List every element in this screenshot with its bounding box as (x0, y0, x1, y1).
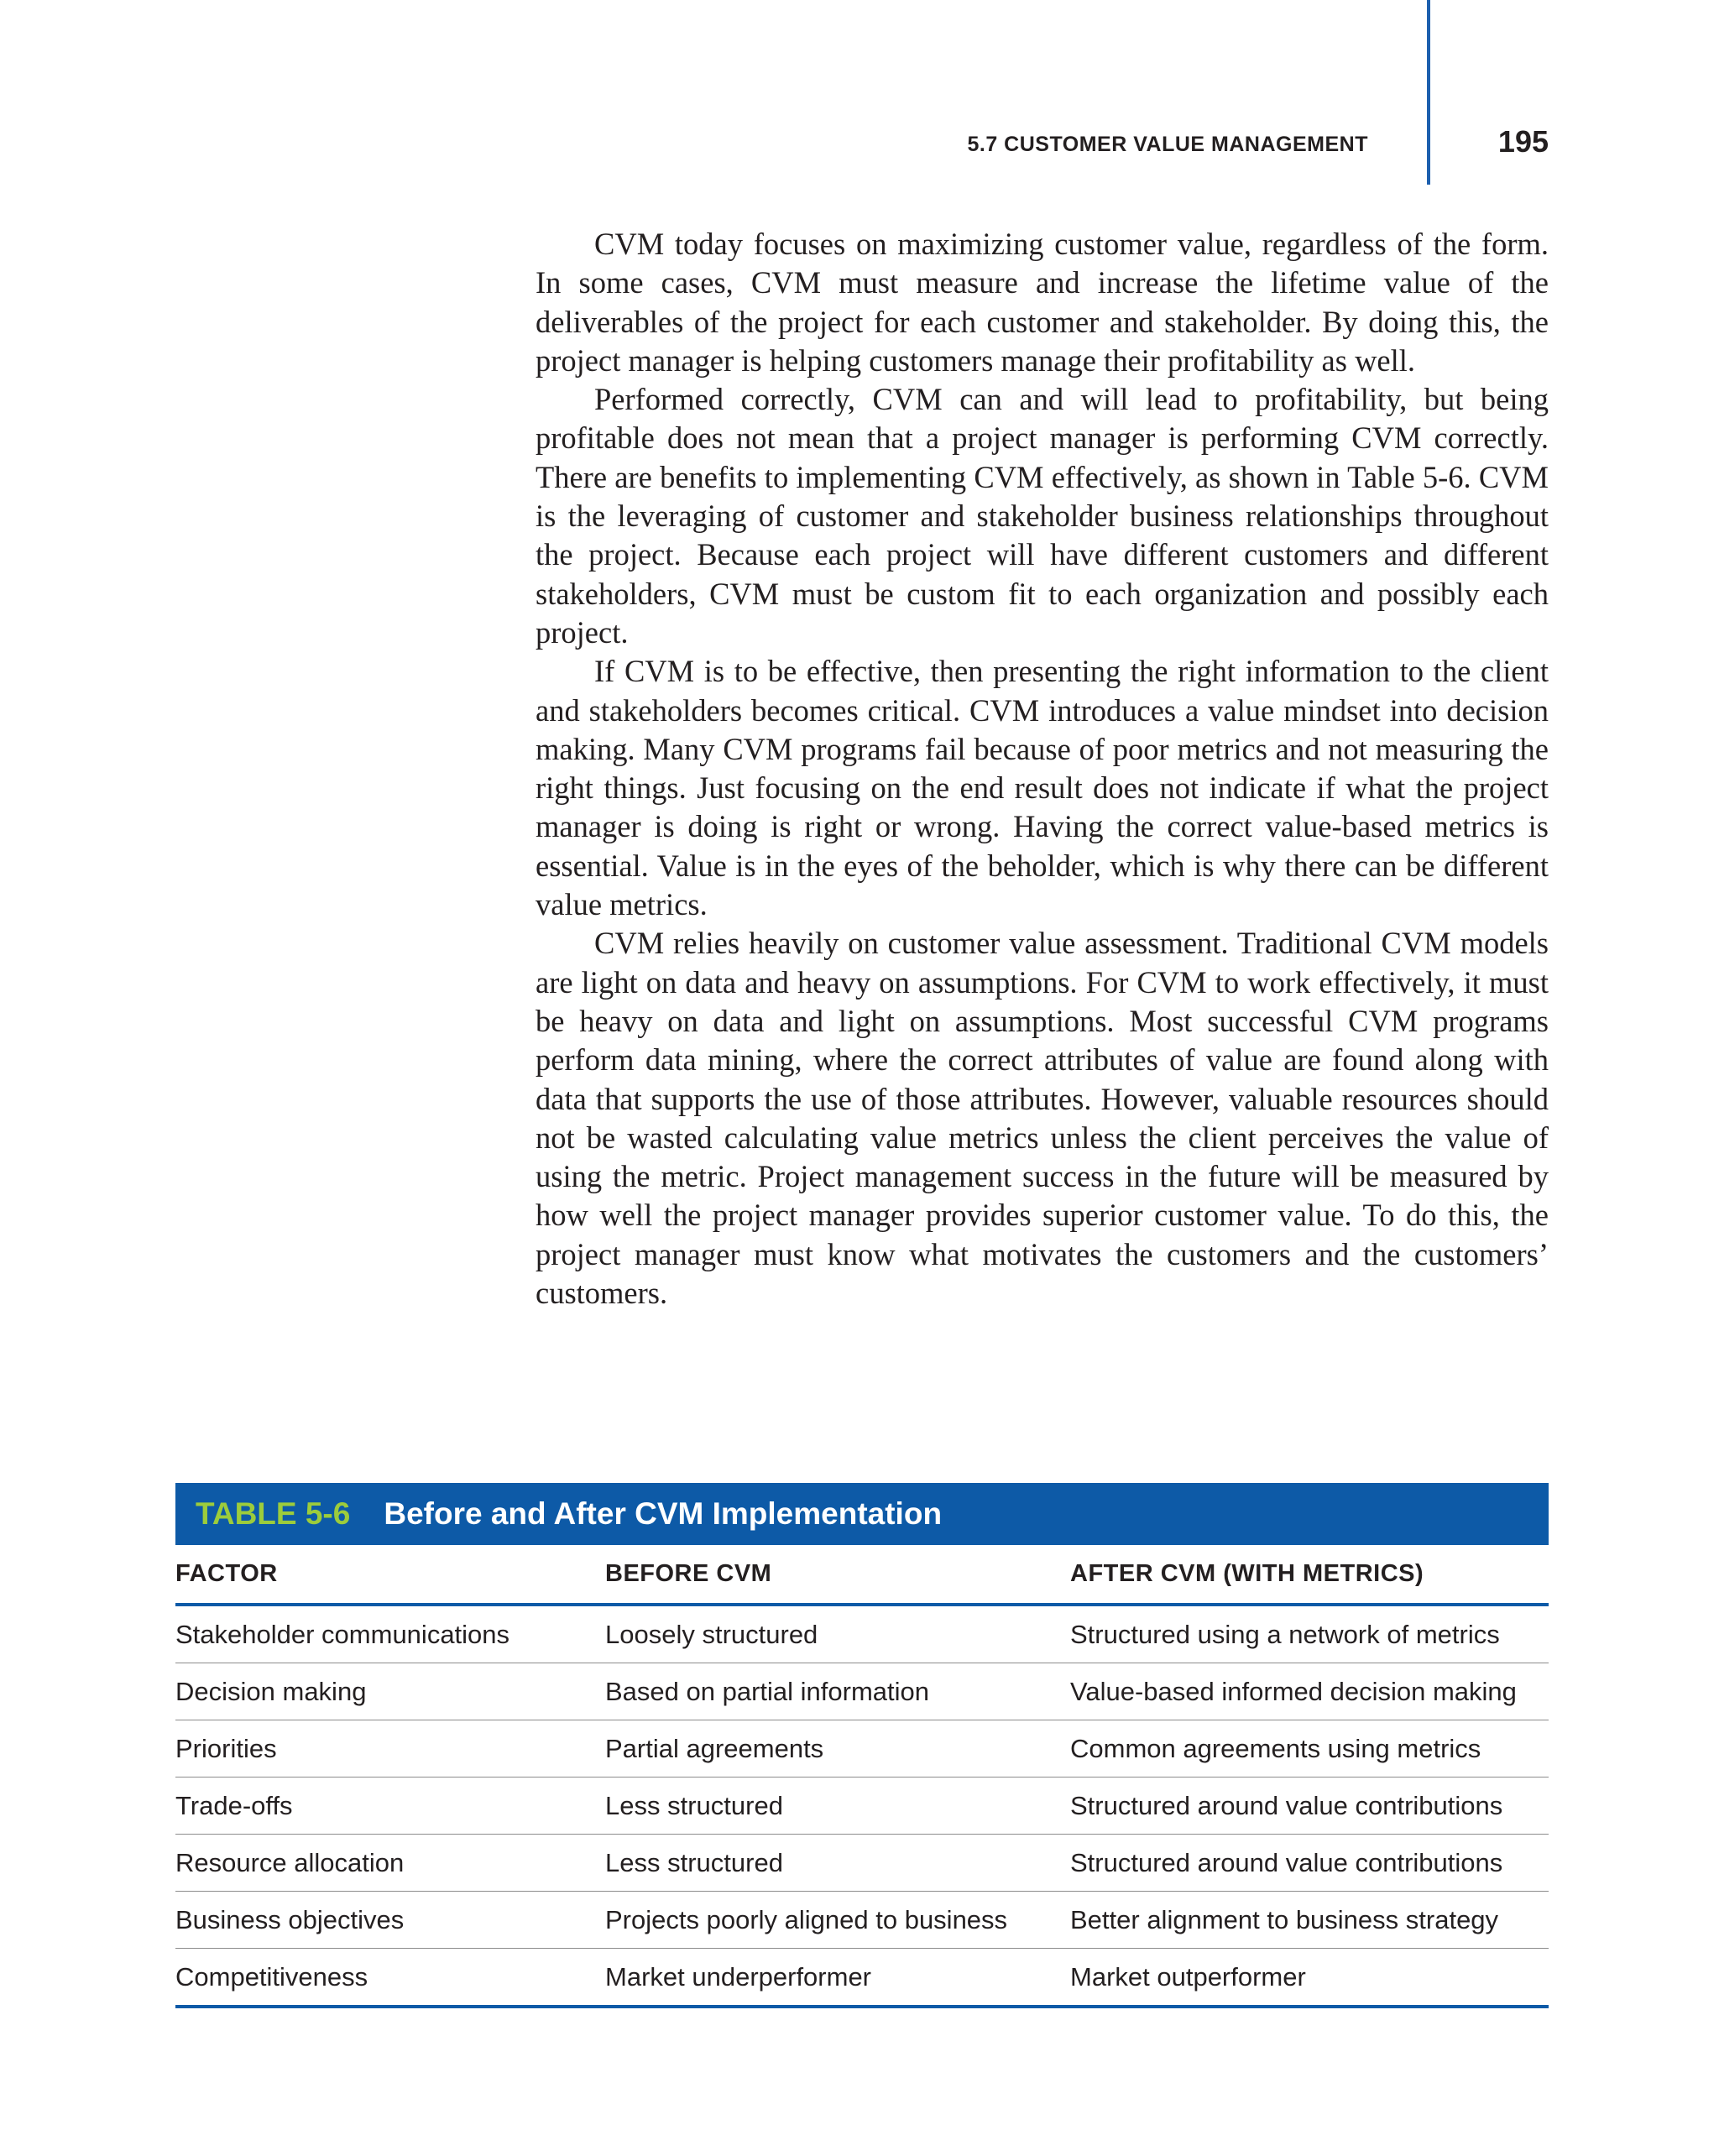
paragraph: Performed correctly, CVM can and will lead to profitability, but being profitable does not mean that a project manager is performing CVM correctly. There are benefits to implementing CVM effectively, as shown in Table 5-6. CVM is the leveraging of customer and stakeholder business relationships throughout the project. Because each project will have different customers and different stakeholders, CVM must be custom fit to each organization and possibly each project. (536, 382, 1549, 650)
table-cell: Less structured (605, 1778, 1070, 1835)
column-header-factor: FACTOR (175, 1545, 605, 1605)
column-header-after: AFTER CVM (WITH METRICS) (1070, 1545, 1549, 1605)
running-head: 5.7 CUSTOMER VALUE MANAGEMENT (967, 133, 1368, 156)
table-cell: Competitiveness (175, 1949, 605, 2007)
data-table (175, 1545, 1549, 2008)
table-cell: Market underperformer (605, 1949, 1070, 2007)
table-cell: Stakeholder communications (175, 1605, 605, 1663)
table-cell: Structured using a network of metrics (1070, 1605, 1549, 1663)
table-title: Before and After CVM Implementation (384, 1496, 943, 1531)
table-row (175, 1663, 1549, 1720)
table-row (175, 1949, 1549, 2007)
table-cell: Business objectives (175, 1892, 605, 1949)
table-cell: Loosely structured (605, 1605, 1070, 1663)
table-cell: Structured around value contributions (1070, 1778, 1549, 1835)
table-cell: Decision making (175, 1663, 605, 1720)
body-text (536, 225, 1549, 1313)
table-cell: Less structured (605, 1835, 1070, 1892)
table-cell: Better alignment to business strategy (1070, 1892, 1549, 1949)
table-row (175, 1605, 1549, 1663)
table-row (175, 1892, 1549, 1949)
paragraph: CVM today focuses on maximizing customer value, regardless of the form. In some cases, CVM must measure and increase the lifetime value of the deliverables of the project for each customer and stakeholder. By doing this, the project manager is helping customers manage their profitability as well. (536, 227, 1549, 378)
table-caption (175, 1483, 1549, 1545)
table-cell: Partial agreements (605, 1720, 1070, 1778)
table-row (175, 1778, 1549, 1835)
table-cell: Projects poorly aligned to business (605, 1892, 1070, 1949)
table-cell: Market outperformer (1070, 1949, 1549, 2007)
column-header-before: BEFORE CVM (605, 1545, 1070, 1605)
table-cell: Based on partial information (605, 1663, 1070, 1720)
table-cell: Structured around value contributions (1070, 1835, 1549, 1892)
table-number: TABLE 5-6 (196, 1496, 351, 1531)
table-cell: Trade-offs (175, 1778, 605, 1835)
page-number: 195 (1497, 124, 1549, 159)
table-cell: Resource allocation (175, 1835, 605, 1892)
paragraph: CVM relies heavily on customer value assessment. Traditional CVM models are light on data and heavy on assumptions. For CVM to work effectively, it must be heavy on data and light on assumptions. Most successful CVM programs perform data mining, where the correct attributes of value are found along with data that supports the use of those attributes. However, valuable resources should not be wasted calculating value metrics unless the client perceives the value of using the metric. Project management success in the future will be measured by how well the project manager provides superior customer value. To do this, the project manager must know what motivates the customers and the customers’ customers. (536, 926, 1549, 1311)
table-cell: Common agreements using metrics (1070, 1720, 1549, 1778)
table-5-6 (175, 1483, 1549, 2008)
table-cell: Priorities (175, 1720, 605, 1778)
table-row (175, 1720, 1549, 1778)
table-cell: Value-based informed decision making (1070, 1663, 1549, 1720)
paragraph: If CVM is to be effective, then presenting the right information to the client and stakeholders becomes critical. CVM introduces a value mindset into decision making. Many CVM programs fail because of poor metrics and not measuring the right things. Just focusing on the end result does not indicate if what the project manager is doing is right or wrong. Having the correct value-based metrics is essential. Value is in the eyes of the beholder, which is why there can be different value metrics. (536, 654, 1549, 922)
table-row (175, 1835, 1549, 1892)
header-vertical-rule (1427, 0, 1430, 185)
table-header-row (175, 1545, 1549, 1605)
